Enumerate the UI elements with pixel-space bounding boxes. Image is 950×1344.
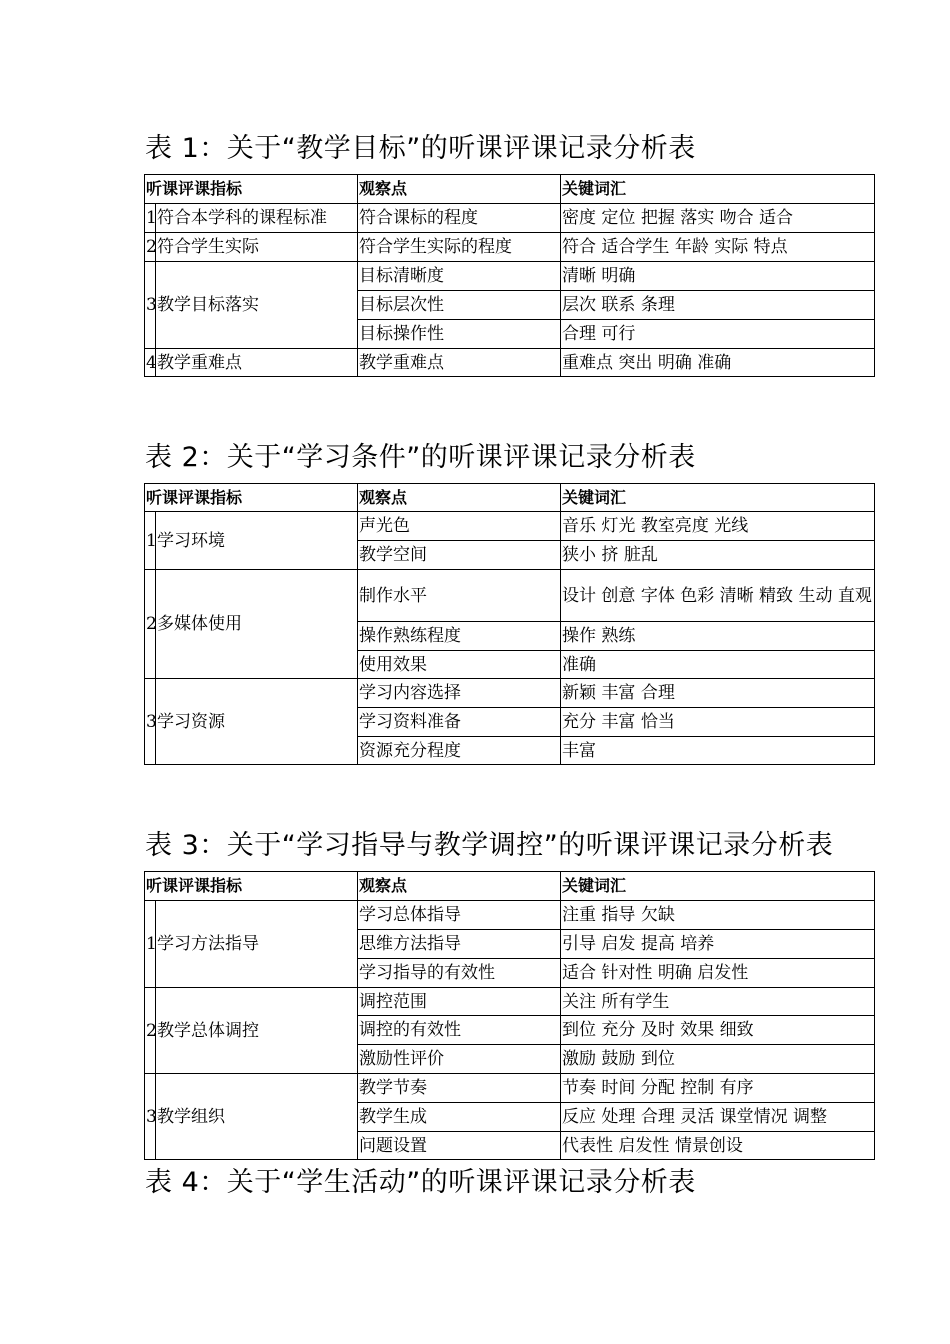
row-keywords: 丰富 — [561, 737, 875, 765]
table3-title: 表 3：关于“学习指导与教学调控”的听课评课记录分析表 — [145, 830, 834, 861]
row-point: 声光色 — [358, 512, 561, 541]
row-keywords: 符合 适合学生 年龄 实际 特点 — [561, 233, 875, 262]
row-point: 资源充分程度 — [358, 737, 561, 765]
row-indicator: 符合本学科的课程标准 — [156, 204, 358, 233]
row-keywords: 关注 所有学生 — [561, 988, 875, 1016]
row-indicator: 教学组织 — [156, 1074, 358, 1160]
row-point: 学习资料准备 — [358, 708, 561, 737]
row-point: 学习内容选择 — [358, 679, 561, 708]
table-header-row — [145, 484, 875, 512]
row-point: 符合课标的程度 — [358, 204, 561, 233]
row-indicator: 多媒体使用 — [156, 570, 358, 679]
table-row — [145, 570, 875, 622]
row-number: 1 — [145, 204, 156, 233]
row-keywords: 清晰 明确 — [561, 262, 875, 291]
row-keywords: 到位 充分 及时 效果 细致 — [561, 1016, 875, 1045]
row-point: 教学重难点 — [358, 349, 561, 377]
header-indicator: 听课评课指标 — [145, 872, 358, 901]
row-point: 制作水平 — [358, 570, 561, 622]
header-point: 观察点 — [358, 484, 561, 512]
row-keywords: 音乐 灯光 教室亮度 光线 — [561, 512, 875, 541]
row-keywords: 充分 丰富 恰当 — [561, 708, 875, 737]
header-point: 观察点 — [358, 175, 561, 204]
row-keywords: 密度 定位 把握 落实 吻合 适合 — [561, 204, 875, 233]
row-keywords: 适合 针对性 明确 启发性 — [561, 959, 875, 988]
header-keywords: 关键词汇 — [561, 872, 875, 901]
row-point: 学习指导的有效性 — [358, 959, 561, 988]
row-indicator: 符合学生实际 — [156, 233, 358, 262]
table1-title: 表 1：关于“教学目标”的听课评课记录分析表 — [145, 133, 696, 164]
table-row — [145, 512, 875, 541]
row-point: 目标层次性 — [358, 291, 561, 320]
table-header-row — [145, 175, 875, 204]
row-keywords: 重难点 突出 明确 准确 — [561, 349, 875, 377]
row-keywords: 代表性 启发性 情景创设 — [561, 1132, 875, 1160]
row-keywords: 引导 启发 提高 培养 — [561, 930, 875, 959]
row-point: 目标清晰度 — [358, 262, 561, 291]
row-keywords: 操作 熟练 — [561, 622, 875, 651]
row-keywords: 新颖 丰富 合理 — [561, 679, 875, 708]
table-row — [145, 1074, 875, 1103]
table-row — [145, 204, 875, 233]
row-point: 思维方法指导 — [358, 930, 561, 959]
row-number: 1 — [145, 901, 156, 988]
row-keywords: 层次 联系 条理 — [561, 291, 875, 320]
header-indicator: 听课评课指标 — [145, 484, 358, 512]
table1 — [144, 174, 875, 377]
row-point: 问题设置 — [358, 1132, 561, 1160]
row-keywords: 反应 处理 合理 灵活 课堂情况 调整 — [561, 1103, 875, 1132]
row-keywords: 合理 可行 — [561, 320, 875, 349]
row-indicator: 教学重难点 — [156, 349, 358, 377]
table2 — [144, 483, 875, 765]
row-point: 使用效果 — [358, 651, 561, 679]
row-indicator: 学习环境 — [156, 512, 358, 570]
row-point: 符合学生实际的程度 — [358, 233, 561, 262]
header-indicator: 听课评课指标 — [145, 175, 358, 204]
row-point: 学习总体指导 — [358, 901, 561, 930]
header-point: 观察点 — [358, 872, 561, 901]
row-number: 1 — [145, 512, 156, 570]
row-point: 调控范围 — [358, 988, 561, 1016]
row-point: 教学节奏 — [358, 1074, 561, 1103]
row-point: 操作熟练程度 — [358, 622, 561, 651]
row-indicator: 学习方法指导 — [156, 901, 358, 988]
row-point: 目标操作性 — [358, 320, 561, 349]
row-point: 激励性评价 — [358, 1045, 561, 1074]
table-row — [145, 233, 875, 262]
row-number: 3 — [145, 679, 156, 765]
row-number: 2 — [145, 233, 156, 262]
table-row — [145, 262, 875, 291]
row-keywords: 狭小 挤 脏乱 — [561, 541, 875, 570]
header-keywords: 关键词汇 — [561, 484, 875, 512]
table-header-row — [145, 872, 875, 901]
row-number: 3 — [145, 1074, 156, 1160]
row-indicator: 教学目标落实 — [156, 262, 358, 349]
row-keywords: 激励 鼓励 到位 — [561, 1045, 875, 1074]
row-number: 2 — [145, 570, 156, 679]
row-keywords: 设计 创意 字体 色彩 清晰 精致 生动 直观 — [561, 570, 875, 622]
row-keywords: 准确 — [561, 651, 875, 679]
table-row — [145, 901, 875, 930]
header-keywords: 关键词汇 — [561, 175, 875, 204]
table-row — [145, 349, 875, 377]
table-row — [145, 988, 875, 1016]
row-indicator: 教学总体调控 — [156, 988, 358, 1074]
table3 — [144, 871, 875, 1160]
row-point: 教学空间 — [358, 541, 561, 570]
row-keywords: 注重 指导 欠缺 — [561, 901, 875, 930]
row-point: 教学生成 — [358, 1103, 561, 1132]
row-number: 4 — [145, 349, 156, 377]
row-indicator: 学习资源 — [156, 679, 358, 765]
row-point: 调控的有效性 — [358, 1016, 561, 1045]
row-number: 3 — [145, 262, 156, 349]
table4-title: 表 4：关于“学生活动”的听课评课记录分析表 — [145, 1167, 696, 1198]
table2-title: 表 2：关于“学习条件”的听课评课记录分析表 — [145, 442, 696, 473]
row-number: 2 — [145, 988, 156, 1074]
table-row — [145, 679, 875, 708]
row-keywords: 节奏 时间 分配 控制 有序 — [561, 1074, 875, 1103]
